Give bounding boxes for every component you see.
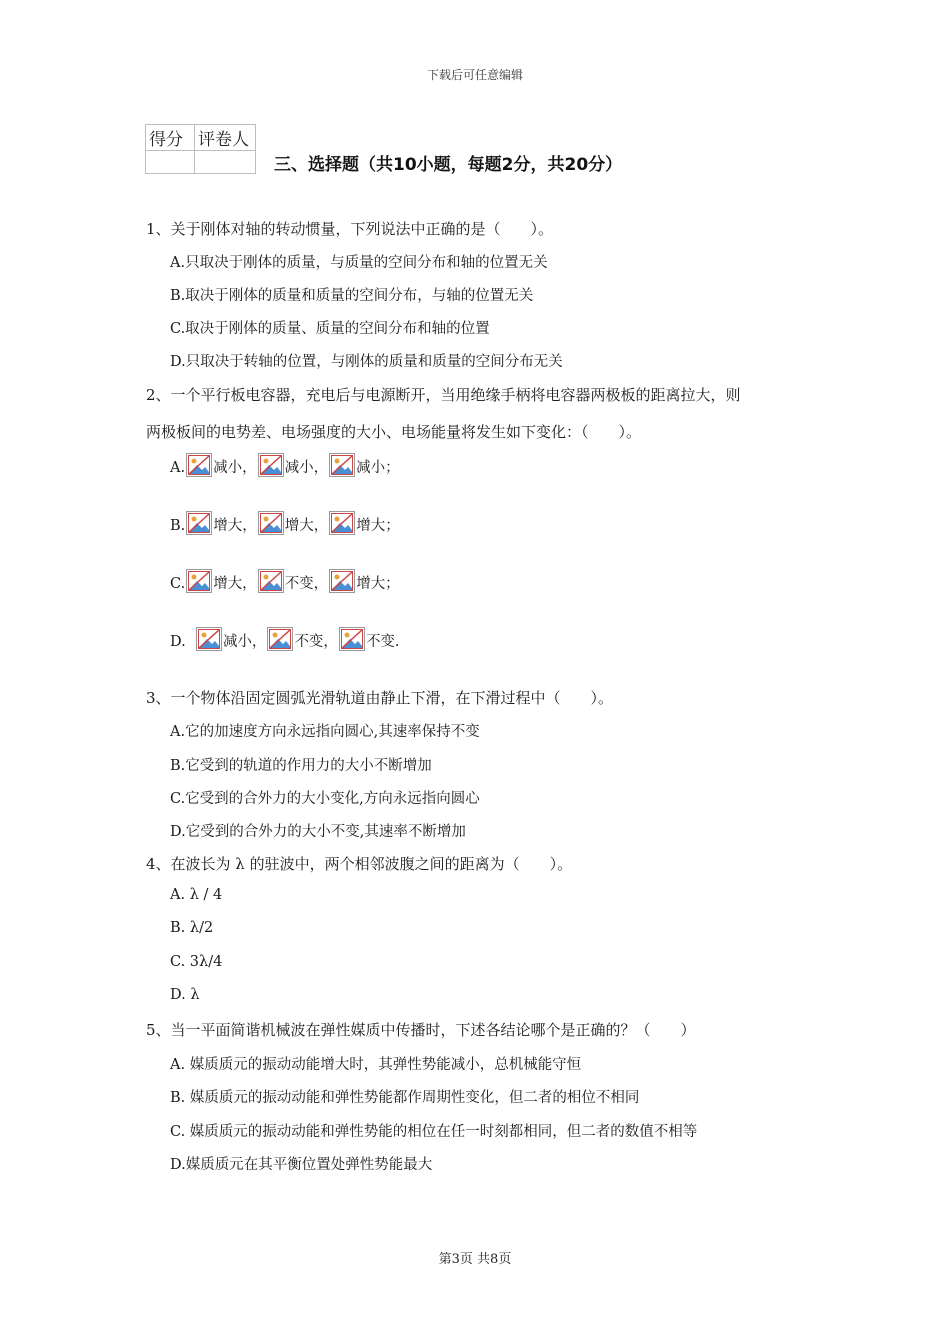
score-cell [146,151,195,174]
q3-option-a: A.它的加速度方向永远指向圆心,其速率保持不变 [170,724,480,740]
q1-option-a: A.只取决于刚体的质量，与质量的空间分布和轴的位置无关 [170,255,548,271]
broken-image-icon [258,569,284,593]
option-value: 不变， [294,634,338,650]
option-value: 不变， [284,576,329,592]
broken-image-icon [186,511,212,535]
q4-option-b: B. λ/2 [170,920,214,936]
q3-option-c: C.它受到的合外力的大小变化,方向永远指向圆心 [170,791,480,807]
q1-option-c: C.取决于刚体的质量、质量的空间分布和轴的位置 [170,321,490,337]
q4-stem: 4、在波长为 λ 的驻波中，两个相邻波腹之间的距离为（ ）。 [146,855,573,873]
score-table [145,124,256,174]
grader-label: 评卷人 [195,125,256,151]
option-value: 减小， [213,460,257,476]
q2-option-d [170,627,400,651]
q2-stem-line1: 2、一个平行板电容器，充电后与电源断开，当用绝缘手柄将电容器两极板的距离拉大，则 [146,386,741,404]
option-value: 增大， [213,518,257,534]
broken-image-icon [329,511,355,535]
q1-option-b: B.取决于刚体的质量和质量的空间分布，与轴的位置无关 [170,288,534,304]
q5-option-d: D.媒质质元在其平衡位置处弹性势能最大 [170,1157,433,1173]
q4-option-d: D. λ [170,987,200,1003]
grader-cell [195,151,256,174]
option-value: 减小； [356,460,400,476]
broken-image-icon [258,511,284,535]
q2-stem-line2: 两极板间的电势差、电场强度的大小、电场能量将发生如下变化：（ ）。 [146,423,642,441]
option-value: 增大； [356,576,400,592]
option-value: 增大； [356,518,400,534]
option-label: D. [170,634,186,650]
broken-image-icon [196,627,222,651]
q5-stem: 5、当一平面简谐机械波在弹性媒质中传播时，下述各结论哪个是正确的？（ ） [146,1021,696,1039]
page-footer: 第3页 共8页 [438,1252,512,1267]
section-title: 三、选择题（共10小题，每题2分，共20分） [274,155,623,175]
q5-option-b: B. 媒质质元的振动动能和弹性势能都作周期性变化，但二者的相位不相同 [170,1090,640,1106]
option-label: A. [170,460,186,476]
broken-image-icon [339,627,365,651]
option-label: B. [170,518,186,534]
option-value: 减小， [284,460,329,476]
option-value: 减小， [222,634,267,650]
q5-option-c: C. 媒质质元的振动动能和弹性势能的相位在任一时刻都相同，但二者的数值不相等 [170,1124,698,1140]
broken-image-icon [186,453,212,477]
q5-option-a: A. 媒质质元的振动动能增大时，其弹性势能减小，总机械能守恒 [170,1057,582,1073]
broken-image-icon [258,453,284,477]
q1-option-d: D.只取决于转轴的位置，与刚体的质量和质量的空间分布无关 [170,354,563,370]
option-value: 增大， [213,576,257,592]
option-label: C. [170,576,186,592]
q1-stem: 1、关于刚体对轴的转动惯量，下列说法中正确的是（ ）。 [146,220,554,238]
q4-option-a: A. λ / 4 [170,887,223,903]
q3-stem: 3、一个物体沿固定圆弧光滑轨道由静止下滑，在下滑过程中（ ）。 [146,689,614,707]
score-label: 得分 [146,125,195,151]
q4-option-c: C. 3λ/4 [170,954,223,970]
broken-image-icon [329,453,355,477]
page-header: 下载后可任意编辑 [426,68,523,82]
q2-option-c [170,569,400,593]
q3-option-b: B.它受到的轨道的作用力的大小不断增加 [170,758,432,774]
q3-option-d: D.它受到的合外力的大小不变,其速率不断增加 [170,824,466,840]
option-value: 不变. [365,634,400,650]
q2-option-a [170,453,400,477]
broken-image-icon [186,569,212,593]
q2-option-b [170,511,400,535]
broken-image-icon [267,627,293,651]
option-value: 增大， [284,518,329,534]
broken-image-icon [329,569,355,593]
